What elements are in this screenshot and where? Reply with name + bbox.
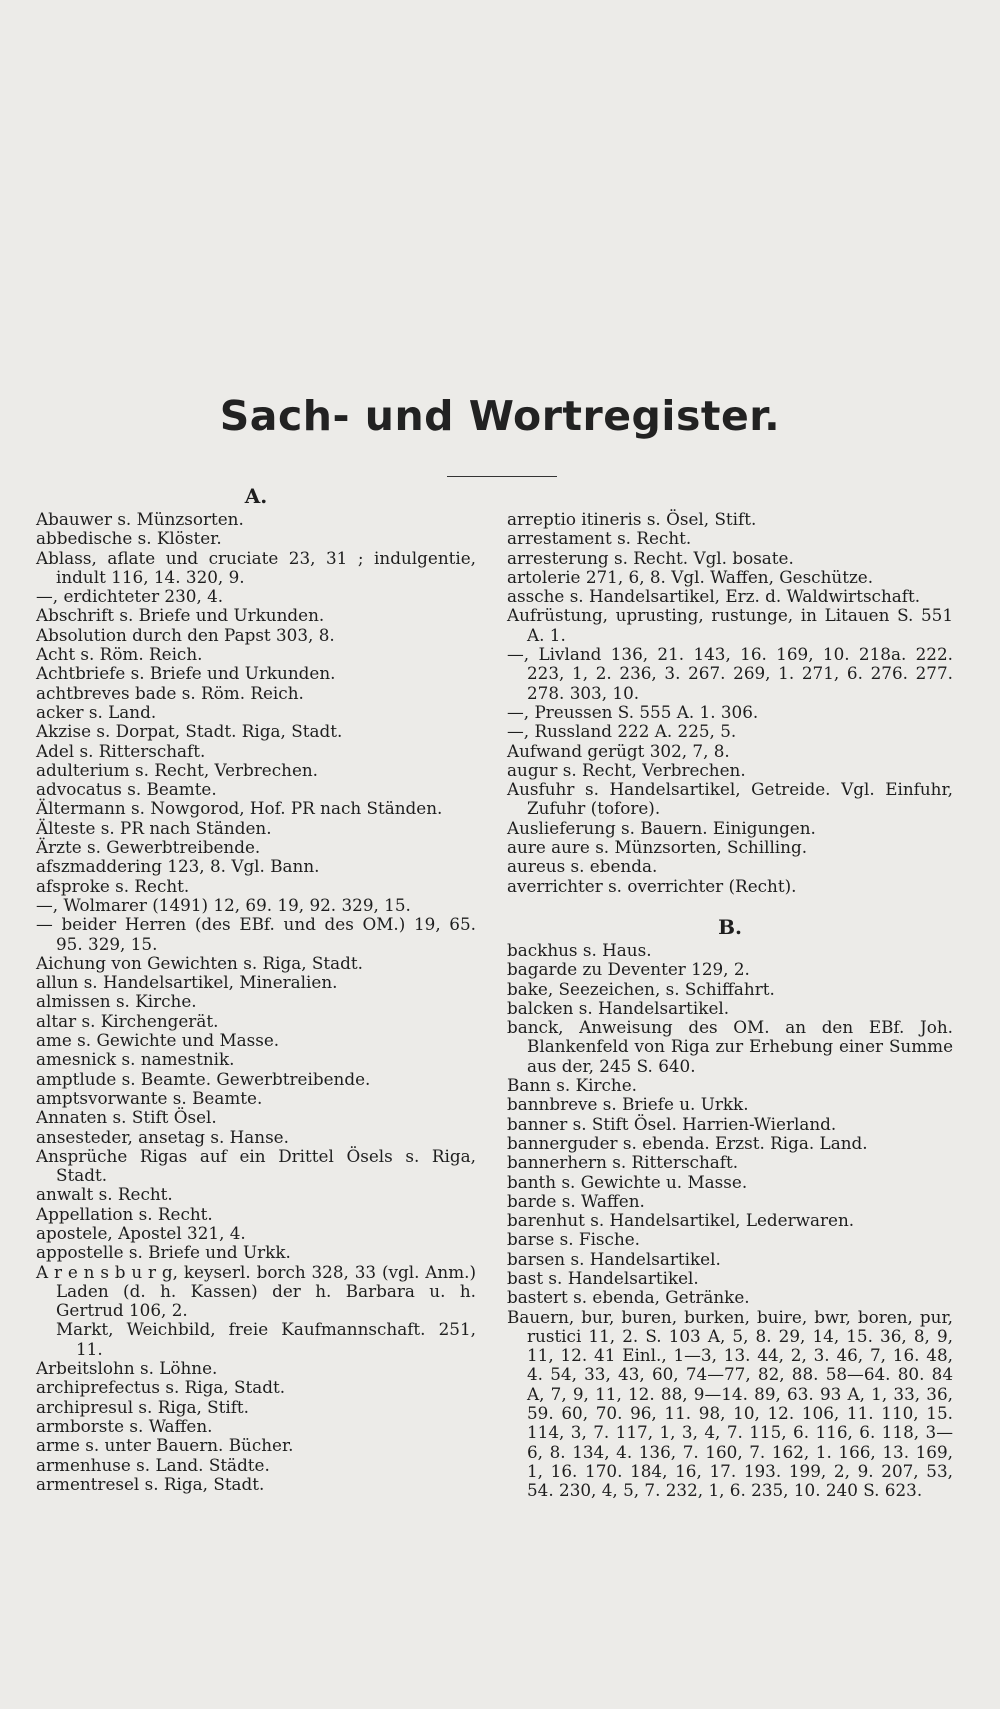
index-entry: Ältermann s. Nowgorod, Hof. PR nach Ständen. xyxy=(36,798,443,819)
index-entry: afsproke s. Recht. xyxy=(36,875,190,896)
index-entry: adulterium s. Recht, Verbrechen. xyxy=(36,759,319,780)
index-entry: Bauern, bur, buren, burken, buire, bwr, boren, pur, rustici 11, 2. S. 103 A, 5, 8. 29, 14, 15. 36, 8, 9, 11, 12. 41 Einl., 1—3, 13. 44, 2, 3. 46, 7, 16. 48, 4. 54, 33, 43, 60, 74—77, 82, 88. 58—64. 80. 84 A, 7, 9, 11, 12. 88, 9—14. 89, 63. 93 A, 1, 33, 36, 59. 60, 70. 96, 11. 98, 10, 12. 106, 11. 110, 15. 114, 3, 7. 117, 1, 3, 4, 7. 115, 6. 116, 6. 118, 3—6, 8. 134, 4. 136, 7. 160, 7. 162, 1. 166, 13. 169, 1, 16. 170. 184, 16, 17. 193. 199, 2, 9. 207, 53, 54. 230, 4, 5, 7. 232, 1, 6. 235, 10. 240 S. 623. xyxy=(507,1306,953,1501)
page-title: Sach- und Wortregister. xyxy=(219,392,781,440)
right-entries-b xyxy=(507,941,953,1501)
index-entry: artolerie 271, 6, 8. Vgl. Waffen, Geschütze. xyxy=(507,566,874,587)
index-entry: appostelle s. Briefe und Urkk. xyxy=(36,1242,291,1263)
index-entry: —, Livland 136, 21. 143, 16. 169, 10. 218a. 222. 223, 1, 2. 236, 3. 267. 269, 1. 271, 6. 276. 277. 278. 303, 10. xyxy=(507,644,953,703)
index-entry: Akzise s. Dorpat, Stadt. Riga, Stadt. xyxy=(36,721,343,742)
index-entry: barde s. Waffen. xyxy=(507,1190,645,1211)
index-entry: banner s. Stift Ösel. Harrien-Wierland. xyxy=(507,1113,837,1134)
index-entry: Aufrüstung, uprusting, rustunge, in Litauen S. 551 A. 1. xyxy=(507,605,953,645)
index-entry: barse s. Fische. xyxy=(507,1229,641,1250)
index-entry: A r e n s b u r g, keyserl. borch 328, 33 (vgl. Anm.) Laden (d. h. Kassen) der h. Barbara u. h. Gertrud 106, 2. xyxy=(36,1261,476,1321)
index-entry: Achtbriefe s. Briefe und Urkunden. xyxy=(36,663,336,684)
index-entry: — beider Herren (des EBf. und des OM.) 19, 65. 95. 329, 15. xyxy=(36,914,476,954)
index-entry: —, Wolmarer (1491) 12, 69. 19, 92. 329, 15. xyxy=(36,894,411,915)
index-entry: Ausfuhr s. Handelsartikel, Getreide. Vgl. Einfuhr, Zufuhr (tofore). xyxy=(507,779,953,819)
index-entry: ansesteder, ansetag s. Hanse. xyxy=(36,1126,289,1147)
right-column xyxy=(507,510,953,1501)
index-entry: banth s. Gewichte u. Masse. xyxy=(507,1171,748,1192)
index-entry: armentresel s. Riga, Stadt. xyxy=(36,1473,265,1494)
index-entry: Arbeitslohn s. Löhne. xyxy=(36,1358,218,1379)
index-entry: bast s. Handelsartikel. xyxy=(507,1267,699,1288)
index-entry: Acht s. Röm. Reich. xyxy=(36,644,203,665)
index-entry: banck, Anweisung des OM. an den EBf. Joh. Blankenfeld von Riga zur Erhebung einer Summe aus der, 245 S. 640. xyxy=(507,1017,953,1076)
index-entry: Ärzte s. Gewerbtreibende. xyxy=(36,837,261,858)
index-entry: Markt, Weichbild, freie Kaufmannschaft. 251, 11. xyxy=(56,1319,476,1359)
index-entry: bagarde zu Deventer 129, 2. xyxy=(507,959,750,980)
index-entry: Appellation s. Recht. xyxy=(36,1203,213,1224)
index-entry: aure aure s. Münzsorten, Schilling. xyxy=(507,837,808,858)
section-heading-a: A. xyxy=(244,484,268,508)
index-entry: bastert s. ebenda, Getränke. xyxy=(507,1287,750,1308)
index-entry: —, erdichteter 230, 4. xyxy=(36,586,224,607)
index-entry: Ansprüche Rigas auf ein Drittel Ösels s. Riga, Stadt. xyxy=(36,1145,476,1186)
index-entry: Absolution durch den Papst 303, 8. xyxy=(36,624,335,645)
index-entry: Älteste s. PR nach Ständen. xyxy=(36,817,272,838)
index-entry: arreptio itineris s. Ösel, Stift. xyxy=(507,509,757,529)
index-entry: Bann s. Kirche. xyxy=(507,1075,637,1096)
index-entry: altar s. Kirchengerät. xyxy=(36,1010,219,1031)
index-entry: allun s. Handelsartikel, Mineralien. xyxy=(36,972,338,993)
index-entry: amptlude s. Beamte. Gewerbtreibende. xyxy=(36,1068,371,1089)
index-entry: —, Preussen S. 555 A. 1. 306. xyxy=(507,701,759,722)
index-entry: abbedische s. Klöster. xyxy=(36,528,222,549)
title-rule xyxy=(447,476,557,477)
index-entry: Adel s. Ritterschaft. xyxy=(36,740,206,761)
index-entry: Aufwand gerügt 302, 7, 8. xyxy=(507,740,730,761)
index-entry: acker s. Land. xyxy=(36,701,157,722)
index-entry: Abschrift s. Briefe und Urkunden. xyxy=(36,605,325,626)
index-entry: armborste s. Waffen. xyxy=(36,1415,213,1436)
index-entry: almissen s. Kirche. xyxy=(36,991,197,1012)
index-entry: Annaten s. Stift Ösel. xyxy=(36,1107,217,1128)
index-entry: ame s. Gewichte und Masse. xyxy=(36,1030,280,1051)
left-column xyxy=(36,484,476,1494)
index-entry: bannerguder s. ebenda. Erzst. Riga. Land. xyxy=(507,1132,868,1153)
index-entry: bannbreve s. Briefe u. Urkk. xyxy=(507,1094,749,1115)
index-entry: Aichung von Gewichten s. Riga, Stadt. xyxy=(36,952,363,973)
index-entry: arme s. unter Bauern. Bücher. xyxy=(36,1435,294,1456)
index-entry: archipresul s. Riga, Stift. xyxy=(36,1396,250,1417)
index-entry: Ablass, aflate und cruciate 23, 31 ; indulgentie, indult 116, 14. 320, 9. xyxy=(36,547,476,587)
index-entry: aureus s. ebenda. xyxy=(507,856,658,877)
index-entry: bake, Seezeichen, s. Schiffahrt. xyxy=(507,978,775,999)
index-entry: apostele, Apostel 321, 4. xyxy=(36,1222,246,1243)
index-entry: amesnick s. namestnik. xyxy=(36,1049,235,1070)
index-entry: amptsvorwante s. Beamte. xyxy=(36,1087,263,1108)
index-entry: augur s. Recht, Verbrechen. xyxy=(507,759,746,780)
section-heading-b: B. xyxy=(718,914,742,939)
index-entry: afszmaddering 123, 8. Vgl. Bann. xyxy=(36,856,320,877)
index-entry: bannerhern s. Ritterschaft. xyxy=(507,1152,739,1173)
index-entry: anwalt s. Recht. xyxy=(36,1184,173,1205)
index-entry: armenhuse s. Land. Städte. xyxy=(36,1454,270,1475)
index-entry: Auslieferung s. Bauern. Einigungen. xyxy=(507,817,816,838)
index-entry: backhus s. Haus. xyxy=(507,939,652,960)
index-entry: arresterung s. Recht. Vgl. bosate. xyxy=(507,547,794,568)
index-entry: barsen s. Handelsartikel. xyxy=(507,1248,721,1269)
index-entry: archiprefectus s. Riga, Stadt. xyxy=(36,1377,286,1398)
index-entry: advocatus s. Beamte. xyxy=(36,779,217,800)
index-entry: averrichter s. overrichter (Recht). xyxy=(507,875,797,896)
index-entry: barenhut s. Handelsartikel, Lederwaren. xyxy=(507,1210,855,1231)
right-entries-a xyxy=(507,510,953,896)
index-entry: balcken s. Handelsartikel. xyxy=(507,997,730,1018)
index-entry: Abauwer s. Münzsorten. xyxy=(36,509,244,529)
index-entry: arrestament s. Recht. xyxy=(507,528,692,549)
section-spacer xyxy=(507,896,953,914)
index-entry: assche s. Handelsartikel, Erz. d. Waldwirtschaft. xyxy=(507,586,921,607)
index-entry: achtbreves bade s. Röm. Reich. xyxy=(36,682,304,703)
index-entry: —, Russland 222 A. 225, 5. xyxy=(507,721,737,742)
